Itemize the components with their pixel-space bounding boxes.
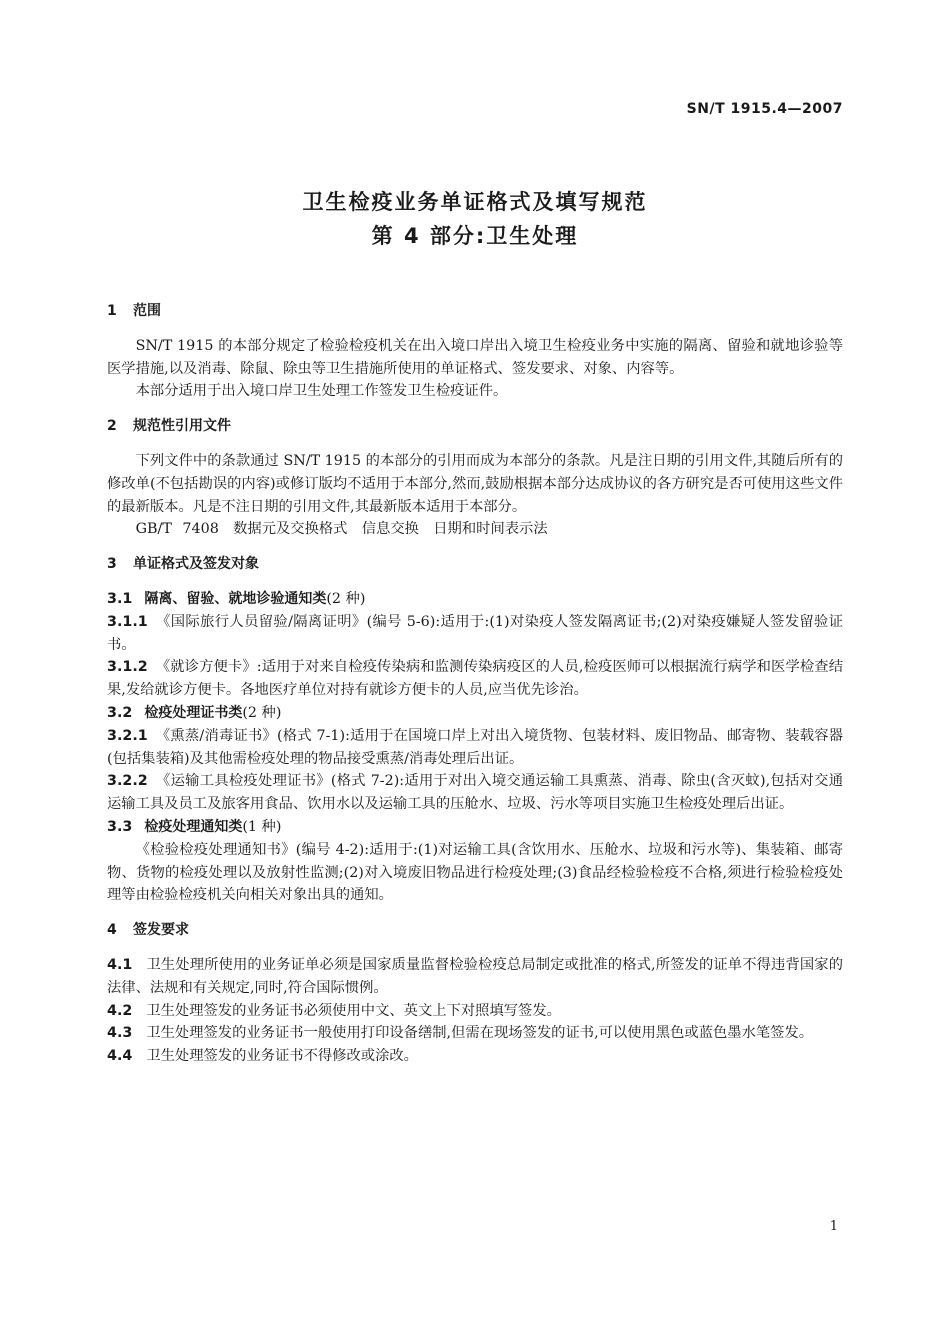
section-number: 4 (107, 922, 117, 939)
clause-4-3 (107, 1022, 843, 1045)
clause-4-2 (107, 1000, 843, 1023)
clause-number: 3.1.1 (107, 613, 148, 630)
paragraph: SN/T 1915 的本部分规定了检验检疫机关在出入境口岸出入境卫生检疫业务中实施的隔离、留验和就地诊验等医学措施,以及消毒、除鼠、除虫等卫生措施所使用的单证格式、签发要求、对象、内容等。 (107, 337, 843, 377)
clause-count: (1 种) (242, 818, 282, 835)
clause-text: 卫生处理签发的业务证书不得修改或涂改。 (146, 1048, 418, 1065)
clause-number: 3.2.1 (107, 727, 148, 744)
clause-number: 3.1.2 (107, 659, 148, 676)
section-title: 规范性引用文件 (133, 418, 231, 435)
clause-3-1-heading (107, 588, 843, 611)
clause-text: 卫生处理所使用的业务证单必须是国家质量监督检验检疫总局制定或批准的格式,所签发的证单不得违背国家的法律、法规和有关规定,同时,符合国际惯例。 (107, 956, 843, 996)
section-number: 3 (107, 556, 117, 573)
document-subtitle: 第 4 部分:卫生处理 (371, 224, 579, 248)
clause-text: 卫生处理签发的业务证书必须使用中文、英文上下对照填写签发。 (146, 1002, 561, 1019)
clause-title: 检疫处理证书类 (144, 704, 243, 721)
document-body (107, 300, 843, 1068)
clause-count: (2 种) (326, 590, 366, 607)
clause-number: 3.3 (107, 818, 133, 835)
clause-3-1-2 (107, 656, 843, 702)
section-title: 范围 (133, 303, 161, 319)
clause-text: 《熏蒸/消毒证书》(格式 7-1):适用于在国境口岸上对出入境货物、包装材料、废旧物品、邮寄物、装载容器(包括集装箱)及其他需检疫处理的物品接受熏蒸/消毒处理后出证。 (107, 727, 843, 767)
clause-text: 卫生处理签发的业务证书一般使用打印设备缮制,但需在现场签发的证书,可以使用黑色或蓝色墨水笔签发。 (146, 1025, 814, 1042)
clause-number: 3.1 (107, 590, 133, 607)
section-3-heading (107, 553, 843, 576)
section-title: 签发要求 (133, 922, 189, 939)
clause-text: 《就诊方便卡》:适用于对来自检疫传染病和监测传染病疫区的人员,检疫医师可以根据流行病学和医学检查结果,发给就诊方便卡。各地医疗单位对持有就诊方便卡的人员,应当优先诊治。 (107, 659, 843, 699)
clause-3-2-heading (107, 702, 843, 725)
clause-3-1-1 (107, 611, 843, 657)
clause-3-3-heading (107, 816, 843, 839)
clause-number: 4.1 (107, 956, 133, 973)
page-number: 1 (829, 1219, 838, 1234)
clause-text: 《国际旅行人员留验/隔离证明》(编号 5-6):适用于:(1)对染疫人签发隔离证书;(2)对染疫嫌疑人签发留验证书。 (107, 613, 843, 653)
document-title: 卫生检疫业务单证格式及填写规范 (302, 190, 648, 214)
section-1-heading (107, 300, 843, 323)
clause-4-4 (107, 1045, 843, 1068)
clause-title: 隔离、留验、就地诊验通知类 (144, 590, 327, 607)
clause-number: 4.3 (107, 1025, 133, 1042)
section-number: 1 (107, 303, 117, 319)
section-2-heading (107, 415, 843, 438)
normative-reference: GB/T 7408 数据元及交换格式 信息交换 日期和时间表示法 (135, 521, 548, 538)
clause-4-1 (107, 954, 843, 1000)
clause-count: (2 种) (242, 704, 282, 721)
clause-number: 3.2.2 (107, 773, 148, 790)
clause-number: 4.2 (107, 1002, 133, 1019)
standard-code: SN/T 1915.4—2007 (686, 101, 843, 117)
clause-number: 4.4 (107, 1048, 133, 1065)
clause-3-2-1 (107, 725, 843, 771)
paragraph: 下列文件中的条款通过 SN/T 1915 的本部分的引用而成为本部分的条款。凡是注日期的引用文件,其随后所有的修改单(不包括勘误的内容)或修订版均不适用于本部分,然而,鼓励根据本部分达成协议的各方研究是否可使用这些文件的最新版本。凡是不注日期的引用文件,其最新版本适用于本部分。 (107, 452, 843, 515)
clause-number: 3.2 (107, 704, 133, 721)
clause-3-2-2 (107, 770, 843, 816)
paragraph: 《检验检疫处理通知书》(编号 4-2):适用于:(1)对运输工具(含饮用水、压舱水、垃圾和污水等)、集装箱、邮寄物、货物的检疫处理以及放射性监测;(2)对入境废旧物品进行检疫处理;(3)食品经检验检疫不合格,须进行检验检疫处理等由检验检疫机关向相关对象出具的通知。 (107, 841, 843, 904)
clause-text: 《运输工具检疫处理证书》(格式 7-2):适用于对出入境交通运输工具熏蒸、消毒、除虫(含灭蚊),包括对交通运输工具及员工及旅客用食品、饮用水以及运输工具的压舱水、垃圾、污水等项目实施卫生检疫处理后出证。 (107, 773, 843, 813)
clause-title: 检疫处理通知类 (144, 818, 243, 835)
section-4-heading (107, 919, 843, 942)
paragraph: 本部分适用于出入境口岸卫生处理工作签发卫生检疫证件。 (135, 383, 508, 400)
section-number: 2 (107, 418, 117, 435)
section-title: 单证格式及签发对象 (133, 556, 259, 573)
